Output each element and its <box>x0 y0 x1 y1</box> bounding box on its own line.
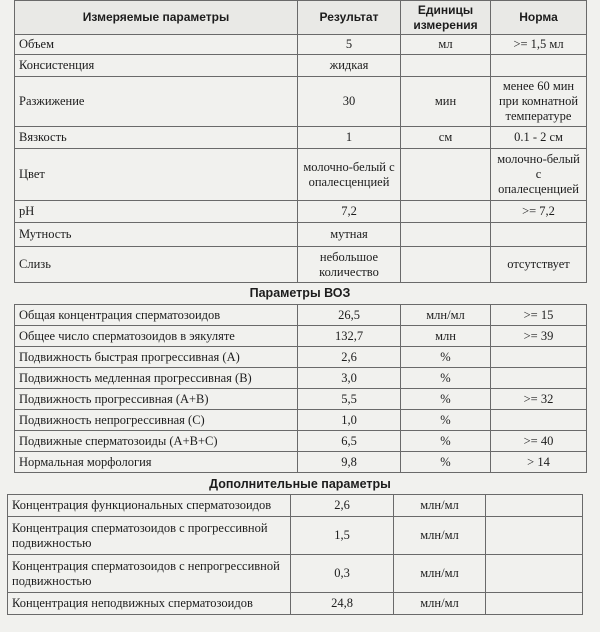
units-cell: % <box>401 347 491 368</box>
table-row <box>15 305 587 326</box>
param-cell: Подвижность быстрая прогрессивная (A) <box>15 347 298 368</box>
who-parameters-table <box>14 304 587 473</box>
units-cell: см <box>401 127 491 149</box>
param-cell: Разжижение <box>15 77 298 127</box>
units-cell <box>401 149 491 201</box>
result-cell: мутная <box>298 223 401 247</box>
table-row <box>15 35 587 55</box>
units-cell: млн/мл <box>394 495 486 517</box>
norm-cell <box>486 555 583 593</box>
table-row <box>15 55 587 77</box>
param-cell: Мутность <box>15 223 298 247</box>
table-row <box>15 452 587 473</box>
table-row <box>15 431 587 452</box>
norm-cell <box>491 410 587 431</box>
norm-cell <box>486 517 583 555</box>
param-cell: pH <box>15 201 298 223</box>
result-cell: небольшое количество <box>298 247 401 283</box>
units-cell <box>401 55 491 77</box>
param-cell: Цвет <box>15 149 298 201</box>
table-row <box>15 347 587 368</box>
param-cell: Общее число сперматозоидов в эякуляте <box>15 326 298 347</box>
param-cell: Концентрация сперматозоидов с прогрессивной подвижностью <box>8 517 291 555</box>
norm-cell <box>491 368 587 389</box>
result-cell: 1,0 <box>298 410 401 431</box>
param-cell: Концентрация неподвижных сперматозоидов <box>8 593 291 615</box>
result-cell: 7,2 <box>298 201 401 223</box>
param-cell: Вязкость <box>15 127 298 149</box>
units-cell: мл <box>401 35 491 55</box>
result-cell: 5,5 <box>298 389 401 410</box>
table-row <box>8 555 583 593</box>
result-cell: 24,8 <box>291 593 394 615</box>
result-cell: жидкая <box>298 55 401 77</box>
norm-cell <box>486 495 583 517</box>
table-row <box>8 517 583 555</box>
param-cell: Подвижность медленная прогрессивная (B) <box>15 368 298 389</box>
units-cell: % <box>401 410 491 431</box>
norm-cell <box>491 55 587 77</box>
param-cell: Подвижность непрогрессивная (C) <box>15 410 298 431</box>
param-cell: Консистенция <box>15 55 298 77</box>
norm-cell <box>491 347 587 368</box>
units-cell: % <box>401 452 491 473</box>
units-cell: млн <box>401 326 491 347</box>
extra-parameters-table <box>7 494 583 615</box>
units-cell: млн/мл <box>401 305 491 326</box>
param-cell: Концентрация функциональных сперматозоидов <box>8 495 291 517</box>
norm-cell <box>486 593 583 615</box>
extra-section-title: Дополнительные параметры <box>209 477 391 491</box>
units-cell: % <box>401 389 491 410</box>
result-cell: 1 <box>298 127 401 149</box>
header-result: Результат <box>298 1 401 35</box>
param-cell: Подвижные сперматозоиды (A+B+C) <box>15 431 298 452</box>
norm-cell: >= 32 <box>491 389 587 410</box>
table-row <box>15 127 587 149</box>
norm-cell: >= 7,2 <box>491 201 587 223</box>
table-row <box>8 495 583 517</box>
result-cell: 3,0 <box>298 368 401 389</box>
table-header-row <box>15 1 587 35</box>
result-cell: молочно-белый с опалесценцией <box>298 149 401 201</box>
table-row <box>15 326 587 347</box>
units-cell: млн/мл <box>394 593 486 615</box>
result-cell: 132,7 <box>298 326 401 347</box>
result-cell: 0,3 <box>291 555 394 593</box>
norm-cell <box>491 223 587 247</box>
norm-cell: >= 39 <box>491 326 587 347</box>
units-cell: % <box>401 368 491 389</box>
param-cell: Слизь <box>15 247 298 283</box>
table-row <box>15 149 587 201</box>
table-row <box>15 223 587 247</box>
norm-cell: менее 60 мин при комнатной температуре <box>491 77 587 127</box>
param-cell: Концентрация сперматозоидов с непрогрессивной подвижностью <box>8 555 291 593</box>
units-cell <box>401 223 491 247</box>
norm-cell: >= 15 <box>491 305 587 326</box>
result-cell: 5 <box>298 35 401 55</box>
result-cell: 30 <box>298 77 401 127</box>
norm-cell: 0.1 - 2 см <box>491 127 587 149</box>
table-row <box>15 247 587 283</box>
units-cell: млн/мл <box>394 555 486 593</box>
norm-cell: молочно-белый с опалесценцией <box>491 149 587 201</box>
units-cell: мин <box>401 77 491 127</box>
result-cell: 2,6 <box>291 495 394 517</box>
table-row <box>15 77 587 127</box>
result-cell: 9,8 <box>298 452 401 473</box>
norm-cell: >= 1,5 мл <box>491 35 587 55</box>
param-cell: Нормальная морфология <box>15 452 298 473</box>
units-cell: млн/мл <box>394 517 486 555</box>
result-cell: 2,6 <box>298 347 401 368</box>
who-section-title: Параметры ВОЗ <box>249 286 351 300</box>
norm-cell: >= 40 <box>491 431 587 452</box>
param-cell: Объем <box>15 35 298 55</box>
table-row <box>8 593 583 615</box>
param-cell: Подвижность прогрессивная (A+B) <box>15 389 298 410</box>
table-row <box>15 410 587 431</box>
header-units: Единицы измерения <box>401 1 491 35</box>
table-row <box>15 368 587 389</box>
main-parameters-table <box>14 0 587 283</box>
units-cell: % <box>401 431 491 452</box>
header-param: Измеряемые параметры <box>15 1 298 35</box>
units-cell <box>401 201 491 223</box>
norm-cell: отсутствует <box>491 247 587 283</box>
table-row <box>15 201 587 223</box>
table-row <box>15 389 587 410</box>
norm-cell: > 14 <box>491 452 587 473</box>
header-norm: Норма <box>491 1 587 35</box>
result-cell: 26,5 <box>298 305 401 326</box>
result-cell: 6,5 <box>298 431 401 452</box>
units-cell <box>401 247 491 283</box>
param-cell: Общая концентрация сперматозоидов <box>15 305 298 326</box>
result-cell: 1,5 <box>291 517 394 555</box>
